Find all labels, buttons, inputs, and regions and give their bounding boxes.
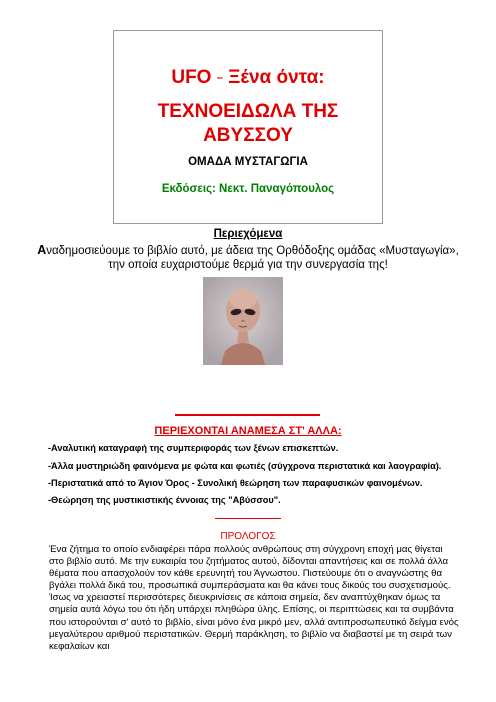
- red-divider-1: [175, 414, 320, 416]
- author-group: ΟΜΑΔΑ ΜΥΣΤΑΓΩΓΙΑ: [188, 156, 308, 168]
- intro-text: ναδημοσιεύουμε το βιβλίο αυτό, με άδεια της Ορθόδοξης ομάδας «Μυσταγωγία», την οποία ευχαριστούμε θερμά για την συνεργασία της!: [46, 245, 459, 271]
- contents-heading: Περιεχόμενα: [213, 228, 283, 240]
- bullet-item: -Αναλυτική καταγραφή της συμπεριφοράς των ξένων επισκεπτών.: [48, 443, 339, 453]
- title-ufo: UFO: [171, 67, 212, 88]
- publisher: Εκδόσεις: Νεκτ. Παναγόπουλος: [161, 183, 335, 195]
- title-alien-beings: Ξένα όντα:: [228, 67, 325, 88]
- alien-illustration: [203, 277, 283, 365]
- bullet-item: -Άλλα μυστηριώδη φαινόμενα με φώτα και φωτιές (σύγχρονα περιστατικά και λαογραφία).: [48, 461, 442, 471]
- prologue-text: Ένα ζήτημα το οποίο ενδιαφέρει πάρα πολλούς ανθρώπους στη σύγχρονη εποχή μας θίγεται στο βιβλίο αυτό. Με την ευκαιρία του ζητήματος αυτού, δίδονται απαντήσεις και σε πολλά άλλα θέματα που απασχολούν τον κάθε ερευνητή του Άγνωστου. Πιστεύουμε ότι ο αναγνώστης θα βγάλει πολλά δικά του, προσωπικά συμπεράσματα και θα κάνει τους δικούς του συσχετισμούς. Ίσως να χρειαστεί περισσότερες διευκρινίσεις σε κάποια σημεία, δεν αναπτύχθηκαν όμως τα σημεία αυτά λόγω του ότι ήδη υπάρχει πληθώρα ύλης. Επίσης, οι περιπτώσεις και τα συμβάντα που ιστορούνται σ' αυτό το βιβλίο, είναι μόνο ένα μικρό μεν, αλλά αντιπροσωπευτικό δείγμα ενός μεγαλύτερου αριθμού περιστατικών. Θερμή παράκληση, το βιβλίο να διαβαστεί με τη σειρά των κεφαλαίων και: [49, 544, 459, 652]
- among-heading: ΠΕΡΙΕΧΟΝΤΑΙ ΑΝΑΜΕΣΑ ΣΤ' ΑΛΛΑ:: [154, 425, 342, 437]
- red-divider-2: [215, 518, 281, 519]
- bullet-item: -Θεώρηση της μυστικιστικής έννοιας της "Αβύσσου".: [48, 495, 281, 505]
- intro-first-letter: Α: [37, 243, 47, 257]
- title-line-1: [114, 67, 382, 89]
- title-dash: –: [216, 71, 223, 84]
- bullet-item: -Περιστατικά από το Άγιον Όρος - Συνολική θεώρηση των παραφυσικών φαινομένων.: [48, 478, 423, 488]
- prologue-heading: ΠΡΟΛΟΓΟΣ: [220, 531, 276, 542]
- title-line-2: ΤΕΧΝΟΕΙΔΩΛΑ ΤΗΣ ΑΒΥΣΣΟΥ: [157, 101, 339, 146]
- title-box: [113, 30, 383, 224]
- intro-paragraph: [30, 243, 466, 272]
